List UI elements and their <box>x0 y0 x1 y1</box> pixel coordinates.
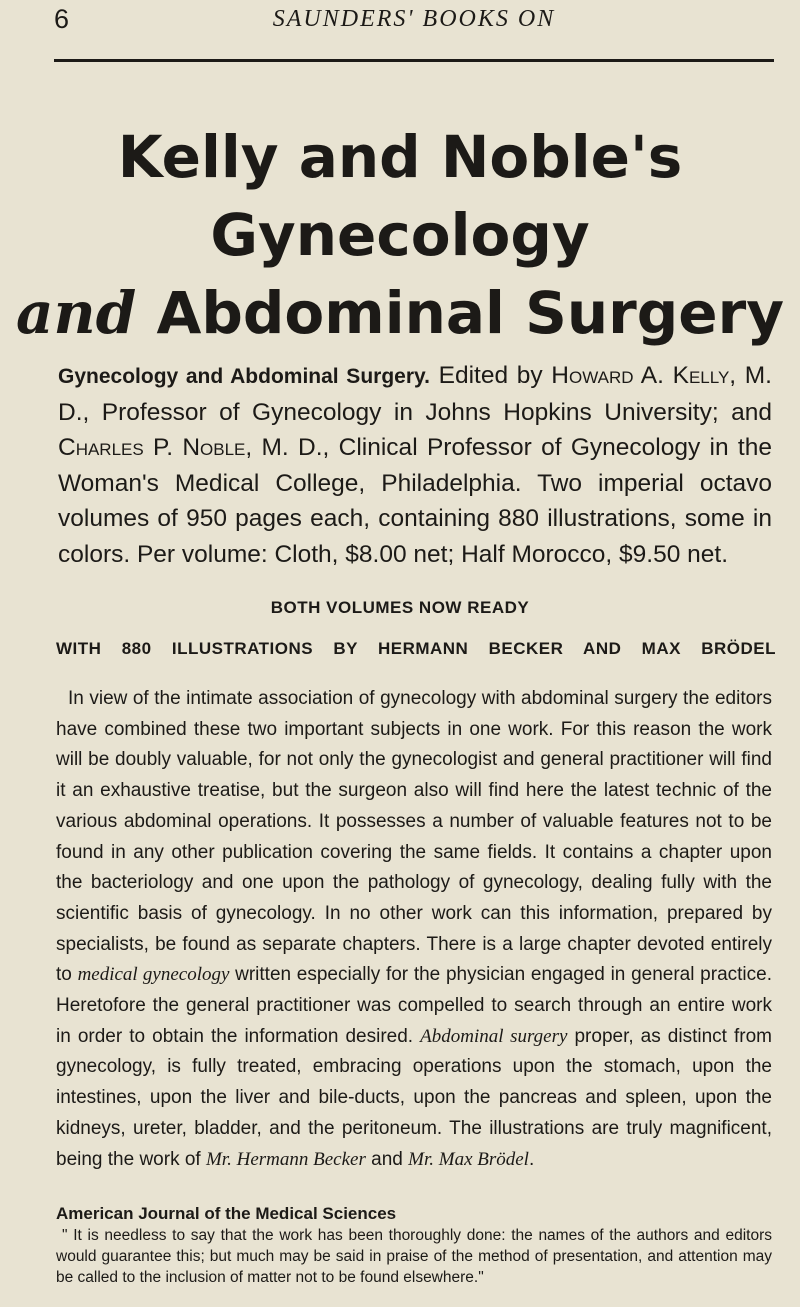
body-span: and <box>365 1148 409 1170</box>
description-text: Edited by <box>429 362 552 389</box>
body-span: proper, as distinct from gynecology, is fully treated, embracing operations upon the stomach, upon the intestines, upon the liver and bile-ducts, upon the pancreas and spleen, upon the kidneys, ureter, bladder, and the peritoneum. The illustrations are truly magnificent, being the work of <box>56 1025 772 1170</box>
title-line-3 <box>0 274 800 352</box>
title-line-1: Kelly and Noble's <box>117 123 683 191</box>
running-title: SAUNDERS' BOOKS ON <box>272 6 556 32</box>
page-header <box>54 4 774 64</box>
review-quote: " It is needless to say that the work has been thoroughly done: the names of the authors and editors would guarantee this; but much may be said in praise of the method of presentation, and attention may be called to the inclusion of matter not to be found elsewhere." <box>56 1227 772 1286</box>
editor-name: Howard A. Kelly <box>551 362 730 389</box>
description-text: , M. D., Clinical Professor of Gynecology in the Woman's Medical College, Philadelphia. Two imperial octavo volumes of 950 pages each, containing 880 illustrations, some in colors. Per volume: Cloth, $8.00 net; Half Morocco, $9.50 net. <box>58 434 772 568</box>
illustrations-banner: WITH 880 ILLUSTRATIONS BY HERMANN BECKER AND MAX BRÖDEL <box>56 639 776 658</box>
header-rule <box>54 59 774 62</box>
description-lead: Gynecology and Abdominal Surgery. <box>58 365 430 388</box>
body-paragraph <box>56 684 772 1175</box>
book-description <box>58 358 772 572</box>
body-text <box>56 684 772 1175</box>
review-source: American Journal of the Medical Sciences <box>56 1204 397 1223</box>
description-text: , M. D., Professor of Gynecology in Johns Hopkins University; and <box>58 362 772 426</box>
emphasis: Abdominal surgery <box>420 1025 568 1047</box>
availability-banner: BOTH VOLUMES NOW READY <box>270 598 530 617</box>
emphasis: medical gynecology <box>77 964 230 986</box>
title-line-2: Gynecology <box>210 201 590 269</box>
body-span: written especially for the physician engaged in general practice. Heretofore the general practitioner was compelled to search through an entire work in order to obtain the information desired. <box>56 964 772 1047</box>
emphasis: Mr. Max Brödel <box>408 1148 529 1170</box>
body-span: In view of the intimate association of gynecology with abdominal surgery the editors have combined these two important subjects in one work. For this reason the work will be doubly valuable, for not only the gynecologist and general practitioner will find it an exhaustive treatise, but the surgeon also will find here the latest technic of the various abdominal operations. It possesses a number of valuable features not to be found in any other publication covering the same fields. It contains a chapter upon the bacteriology and one upon the pathology of gynecology, dealing fully with the scientific basis of gynecology. In no other work can this information, prepared by specialists, be found as separate chapters. There is a large chapter devoted entirely to <box>56 688 772 986</box>
body-span: . <box>528 1148 535 1170</box>
book-title <box>0 118 800 352</box>
editor-name: Charles P. Noble <box>58 434 246 461</box>
title-and: and <box>15 279 137 347</box>
title-abdominal-surgery: Abdominal Surgery <box>156 279 785 347</box>
review-block <box>56 1203 772 1288</box>
page-number: 6 <box>54 4 70 34</box>
emphasis: Mr. Hermann Becker <box>205 1148 366 1170</box>
